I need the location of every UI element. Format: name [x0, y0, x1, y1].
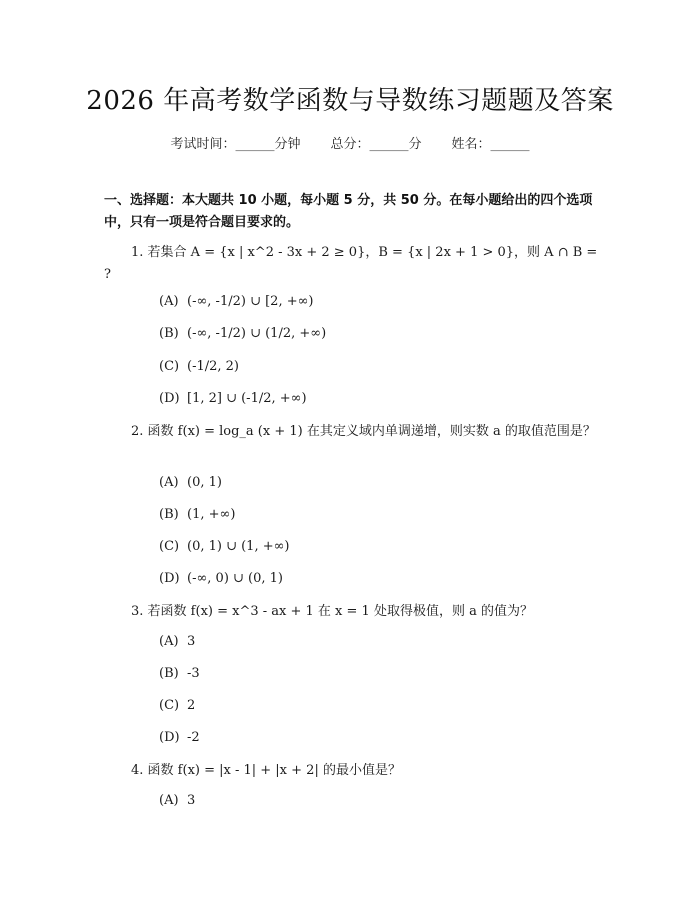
question-2 — [104, 421, 604, 443]
option-item — [159, 730, 200, 745]
question-number: 1. — [131, 245, 144, 260]
option-item — [159, 391, 307, 406]
option-text: [1, 2] ∪ (-1/2, +∞) — [187, 391, 307, 406]
option-letter: (A) — [159, 294, 179, 309]
page-title: 2026 年高考数学函数与导数练习题题及答案 — [86, 86, 614, 116]
option-item — [159, 475, 222, 490]
option-item — [159, 294, 314, 309]
option-letter: (C) — [159, 359, 180, 374]
question-4 — [104, 760, 604, 782]
question-text: 函数 f(x) = log_a (x + 1) 在其定义域内单调递增，则实数 a 的取值范围是？ — [147, 424, 596, 439]
option-text: 3 — [187, 793, 196, 808]
option-letter: (A) — [159, 634, 179, 649]
option-text: (-∞, 0) ∪ (0, 1) — [187, 571, 284, 586]
question-text: 函数 f(x) = |x - 1| + |x + 2| 的最小值是？ — [147, 763, 401, 778]
option-item — [159, 666, 200, 681]
option-text: (1, +∞) — [187, 507, 236, 522]
option-text: (0, 1) — [187, 475, 222, 490]
question-number: 2. — [131, 424, 144, 439]
option-letter: (D) — [159, 571, 180, 586]
option-item — [159, 793, 195, 808]
option-text: (-1/2, 2) — [187, 359, 239, 374]
option-letter: (B) — [159, 507, 179, 522]
question-text: 若函数 f(x) = x^3 - ax + 1 在 x = 1 处取得极值，则 a 的值为？ — [147, 604, 533, 619]
option-item — [159, 698, 195, 713]
question-text: 若集合 A = {x | x^2 - 3x + 2 ≥ 0}，B = {x | 2x + 1 > 0}，则 A ∩ B = ? — [104, 245, 598, 282]
exam-info-line — [0, 133, 700, 152]
question-1 — [104, 242, 604, 286]
option-text: (-∞, -1/2) ∪ (1/2, +∞) — [187, 326, 327, 341]
option-text: -2 — [187, 730, 200, 745]
option-text: -3 — [187, 666, 200, 681]
option-item — [159, 571, 283, 586]
question-number: 3. — [131, 604, 144, 619]
question-number: 4. — [131, 763, 144, 778]
option-letter: (C) — [159, 698, 180, 713]
option-text: 2 — [187, 698, 196, 713]
name-field: 姓名：______ — [451, 137, 530, 152]
option-text: (0, 1) ∪ (1, +∞) — [187, 539, 290, 554]
option-item — [159, 326, 326, 341]
option-item — [159, 634, 195, 649]
option-text: (-∞, -1/2) ∪ [2, +∞) — [187, 294, 314, 309]
option-letter: (B) — [159, 326, 179, 341]
option-item — [159, 359, 239, 374]
option-item — [159, 507, 235, 522]
option-item — [159, 539, 290, 554]
section-heading: 一、选择题：本大题共 10 小题，每小题 5 分，共 50 分。在每小题给出的四个选项中，只有一项是符合题目要求的。 — [104, 193, 593, 230]
option-letter: (A) — [159, 475, 179, 490]
option-letter: (B) — [159, 666, 179, 681]
option-letter: (D) — [159, 730, 180, 745]
option-letter: (C) — [159, 539, 180, 554]
option-letter: (A) — [159, 793, 179, 808]
question-3 — [104, 601, 604, 623]
total-score-field: 总分：______分 — [330, 137, 422, 152]
exam-time-field: 考试时间：______分钟 — [170, 137, 301, 152]
option-letter: (D) — [159, 391, 180, 406]
option-text: 3 — [187, 634, 196, 649]
